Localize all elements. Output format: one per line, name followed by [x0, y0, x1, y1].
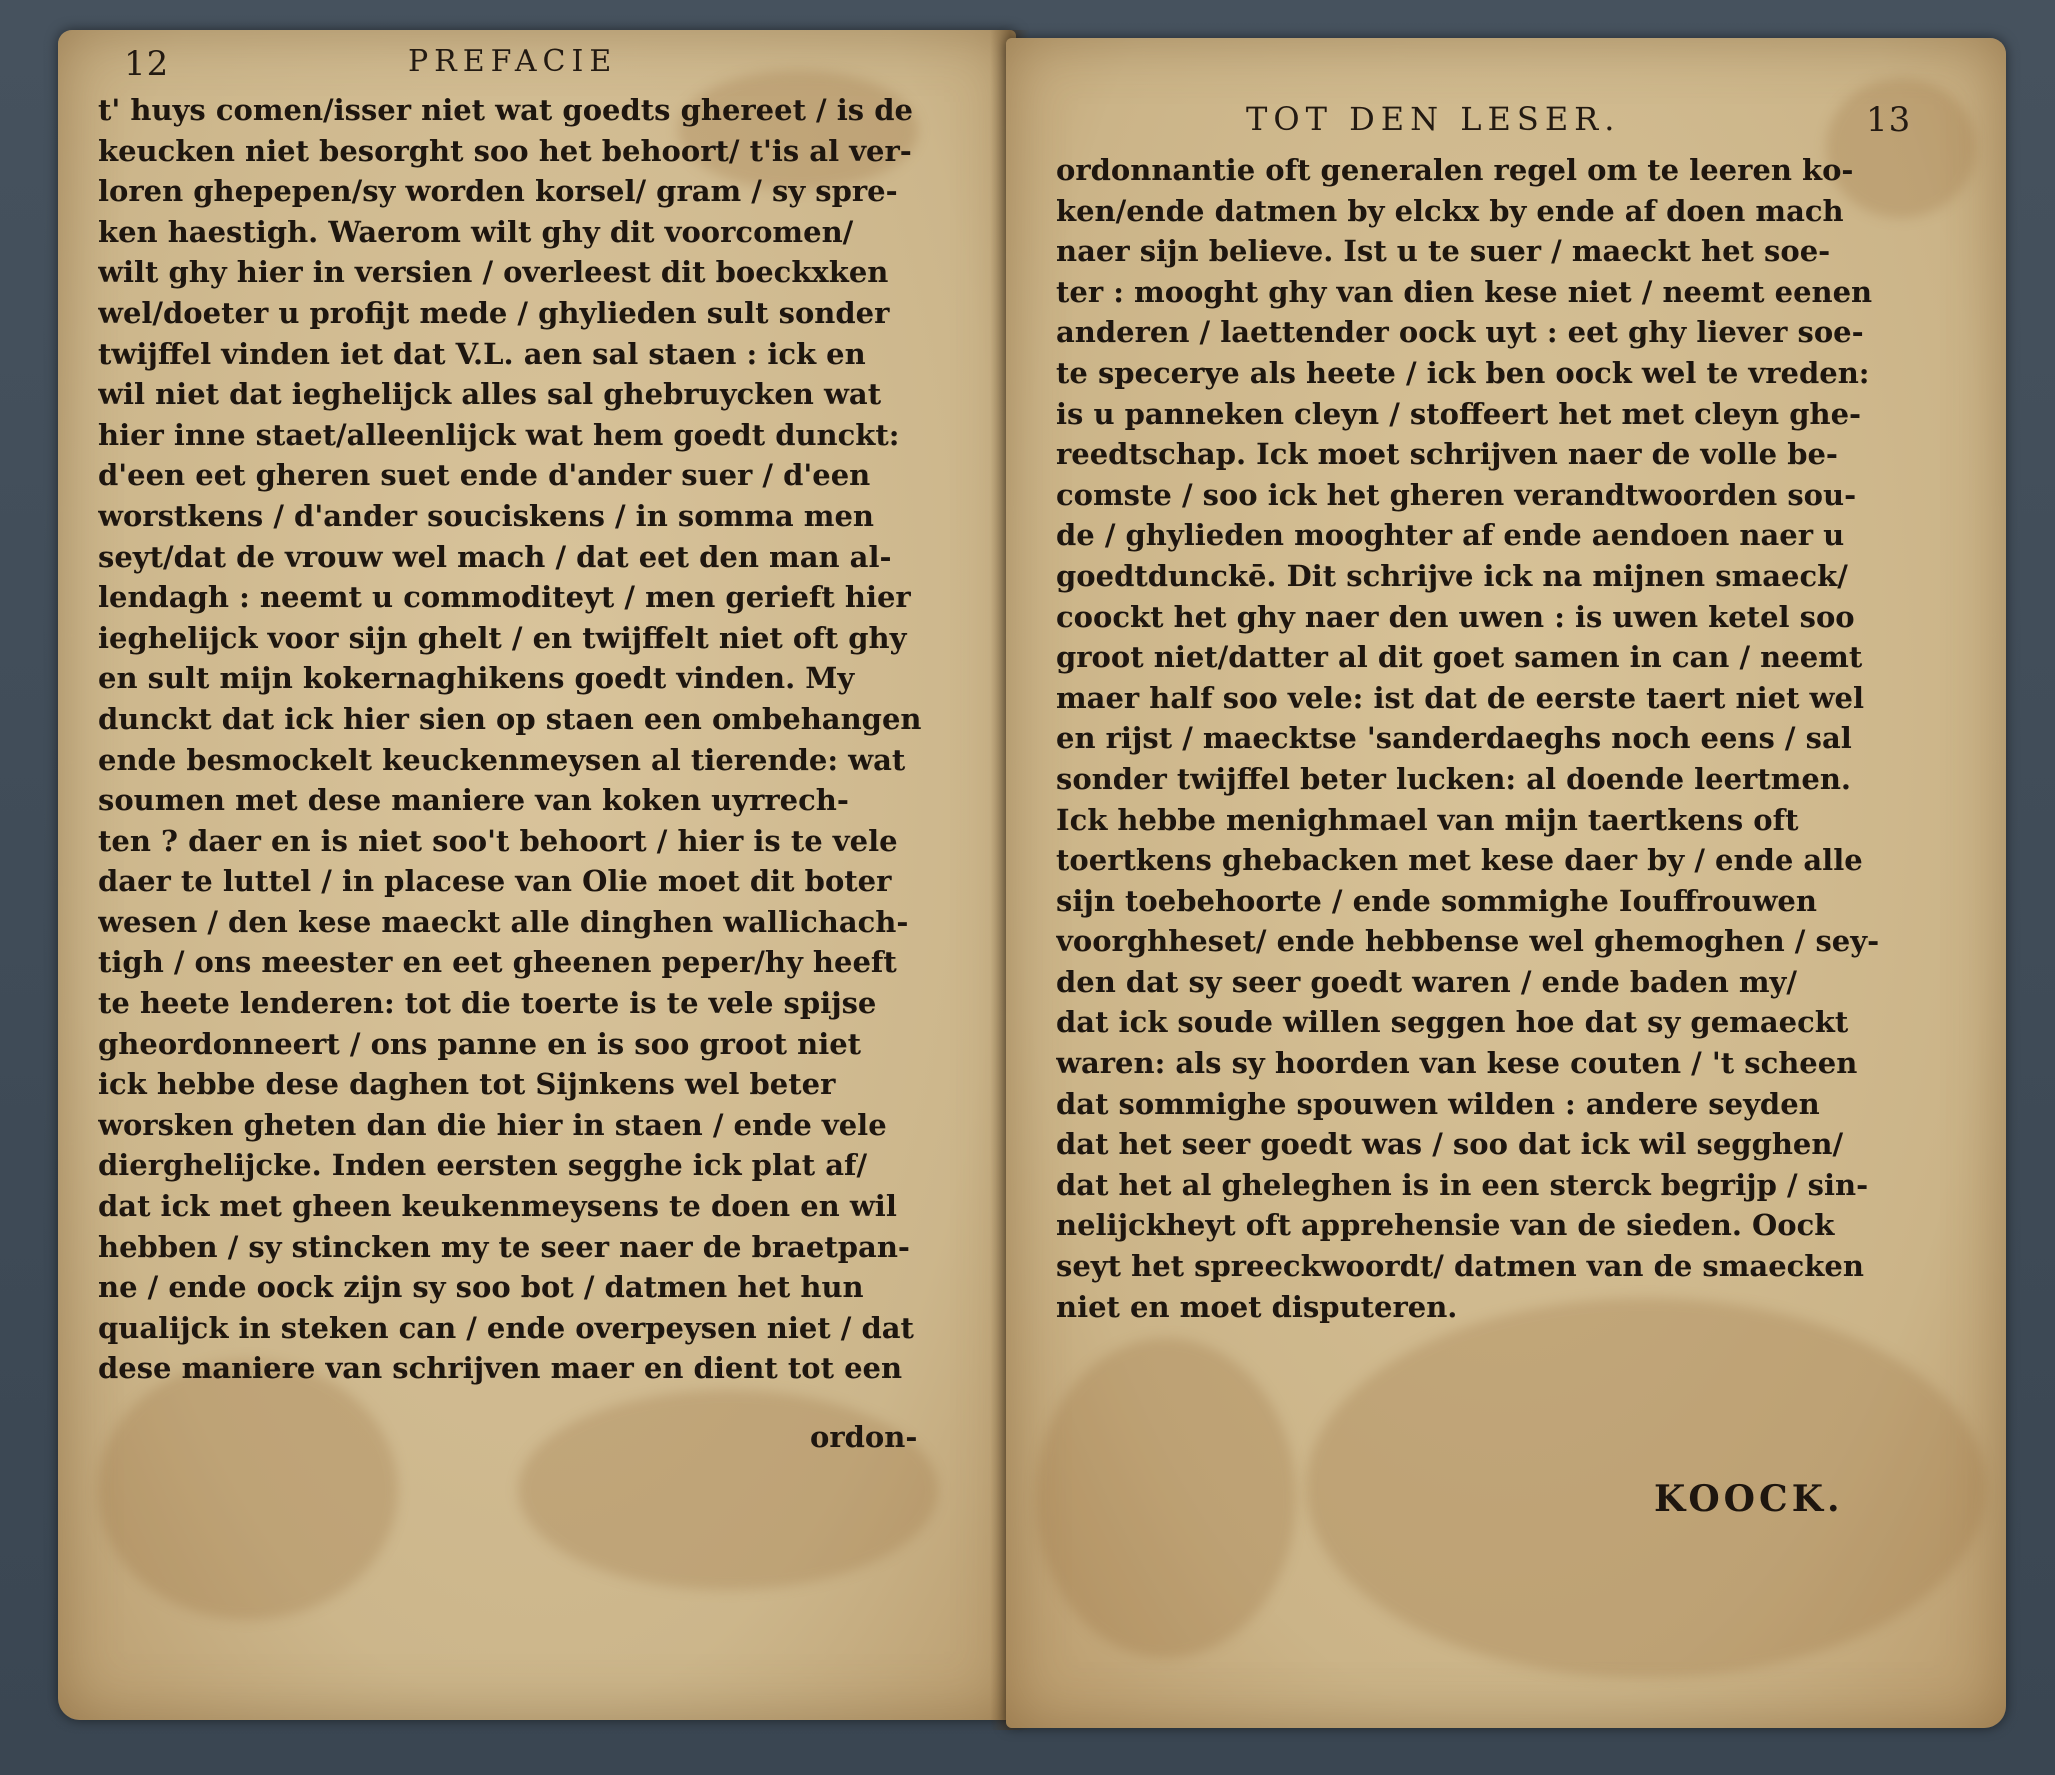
- text-line: groot niet/datter al dit goet samen in can / neemt: [1056, 640, 1863, 675]
- text-line: reedtschap. Ick moet schrijven naer de volle be-: [1056, 437, 1838, 472]
- text-line: dierghelijcke. Inden eersten segghe ick plat af/: [98, 1148, 868, 1183]
- text-line: soumen met dese maniere van koken uyrrech-: [98, 783, 849, 818]
- text-line: hier inne staet/alleenlijck wat hem goedt dunckt:: [98, 417, 900, 452]
- paper-stain: [1036, 1338, 1296, 1658]
- text-line: Ick hebbe menighmael van mijn taertkens oft: [1056, 802, 1799, 837]
- text-line: worstkens / d'ander souciskens / in somma men: [98, 498, 875, 533]
- paper-stain: [98, 1360, 398, 1620]
- text-line: waren: als sy hoorden van kese couten / 't scheen: [1056, 1046, 1858, 1081]
- catchword-left: ordon-: [810, 1420, 918, 1454]
- text-line: sijn toebehoorte / ende sommighe Iouffrouwen: [1056, 883, 1817, 918]
- text-line: sonder twijffel beter lucken: al doende leertmen.: [1056, 761, 1852, 796]
- right-page: [1006, 38, 2006, 1728]
- text-line: dese maniere van schrijven maer en dient tot een: [98, 1351, 903, 1386]
- text-line: wesen / den kese maeckt alle dinghen wallichach-: [98, 904, 909, 939]
- left-page-text: [98, 90, 978, 1389]
- text-line: t' huys comen/isser niet wat goedts ghereet / is de: [98, 93, 913, 127]
- text-line: naer sijn believe. Ist u te suer / maeckt het soe-: [1056, 234, 1831, 269]
- page-number-left: 12: [124, 44, 170, 84]
- text-line: qualijck in steken can / ende overpeysen niet / dat: [98, 1310, 914, 1345]
- text-line: loren ghepepen/sy worden korsel/ gram / sy spre-: [98, 174, 898, 209]
- text-line: twijffel vinden iet dat V.L. aen sal staen : ick en: [98, 336, 866, 371]
- paper-stain: [1306, 1298, 1986, 1678]
- text-line: ken/ende datmen by elckx by ende af doen mach: [1056, 193, 1844, 228]
- text-line: te heete lenderen: tot die toerte is te vele spijse: [98, 986, 877, 1021]
- text-line: d'een eet gheren suet ende d'ander suer / d'een: [98, 458, 871, 493]
- text-line: comste / soo ick het gheren verandtwoorden sou-: [1056, 477, 1857, 512]
- text-line: hebben / sy stincken my te seer naer de braetpan-: [98, 1229, 910, 1264]
- text-line: ieghelijck voor sijn ghelt / en twijffelt niet oft ghy: [98, 620, 907, 655]
- text-line: de / ghylieden mooghter af ende aendoen naer u: [1056, 518, 1845, 553]
- running-head-left: PREFACIE: [408, 44, 618, 79]
- text-line: tigh / ons meester en eet gheenen peper/hy heeft: [98, 945, 897, 980]
- text-line: wil niet dat ieghelijck alles sal ghebruycken wat: [98, 377, 882, 412]
- text-line: en sult mijn kokernaghikens goedt vinden. My: [98, 661, 855, 696]
- text-line: dunckt dat ick hier sien op staen een ombehangen: [98, 701, 922, 736]
- text-line: dat het al gheleghen is in een sterck begrijp / sin-: [1056, 1167, 1869, 1202]
- text-line: maer half soo vele: ist dat de eerste taert niet wel: [1056, 680, 1864, 715]
- text-line: dat ick met gheen keukenmeysens te doen en wil: [98, 1189, 897, 1224]
- catchword-right: KOOCK.: [1654, 1478, 1844, 1520]
- text-line: wilt ghy hier in versien / overleest dit boeckxken: [98, 255, 889, 290]
- text-line: keucken niet besorght soo het behoort/ t'is al ver-: [98, 133, 912, 168]
- text-line: worsken gheten dan die hier in staen / ende vele: [98, 1107, 887, 1142]
- page-number-right: 13: [1866, 100, 1912, 140]
- running-head-right: TOT DEN LESER.: [1246, 100, 1621, 138]
- text-line: ende besmockelt keuckenmeysen al tierende: wat: [98, 742, 906, 777]
- text-line: seyt/dat de vrouw wel mach / dat eet den man al-: [98, 539, 892, 574]
- left-page: [58, 30, 1016, 1720]
- text-line: wel/doeter u profijt mede / ghylieden sult sonder: [98, 295, 890, 330]
- text-line: toertkens ghebacken met kese daer by / ende alle: [1056, 843, 1863, 878]
- text-line: en rijst / maecktse 'sanderdaeghs noch eens / sal: [1056, 721, 1852, 756]
- text-line: lendagh : neemt u commoditeyt / men gerieft hier: [98, 580, 911, 615]
- text-line: coockt het ghy naer den uwen : is uwen ketel soo: [1056, 599, 1855, 634]
- text-line: ter : mooght ghy van dien kese niet / neemt eenen: [1056, 274, 1873, 309]
- text-line: ne / ende oock zijn sy soo bot / datmen het hun: [98, 1270, 864, 1305]
- text-line: voorghheset/ ende hebbense wel ghemoghen / sey-: [1056, 924, 1880, 959]
- text-line: niet en moet disputeren.: [1056, 1289, 1458, 1324]
- text-line: dat het seer goedt was / soo dat ick wil segghen/: [1056, 1127, 1844, 1162]
- text-line: ordonnantie oft generalen regel om te leeren ko-: [1056, 153, 1854, 187]
- text-line: daer te luttel / in placese van Olie moet dit boter: [98, 864, 892, 899]
- text-line: ick hebbe dese daghen tot Sijnkens wel beter: [98, 1067, 836, 1102]
- text-line: te specerye als heete / ick ben oock wel te vreden:: [1056, 355, 1870, 390]
- text-line: dat ick soude willen seggen hoe dat sy gemaeckt: [1056, 1005, 1849, 1040]
- text-line: seyt het spreeckwoordt/ datmen van de smaecken: [1056, 1249, 1864, 1284]
- right-page-text: [1056, 150, 1976, 1327]
- text-line: goedtdunckē. Dit schrijve ick na mijnen smaeck/: [1056, 558, 1848, 593]
- text-line: den dat sy seer goedt waren / ende baden my/: [1056, 964, 1798, 999]
- text-line: is u panneken cleyn / stoffeert het met cleyn ghe-: [1056, 396, 1862, 431]
- text-line: gheordonneert / ons panne en is soo groot niet: [98, 1026, 862, 1061]
- text-line: ten ? daer en is niet soo't behoort / hier is te vele: [98, 823, 898, 858]
- text-line: nelijckheyt oft apprehensie van de sieden. Oock: [1056, 1208, 1835, 1243]
- text-line: ken haestigh. Waerom wilt ghy dit voorcomen/: [98, 214, 854, 249]
- text-line: dat sommighe spouwen wilden : andere seyden: [1056, 1086, 1820, 1121]
- text-line: anderen / laettender oock uyt : eet ghy liever soe-: [1056, 315, 1864, 350]
